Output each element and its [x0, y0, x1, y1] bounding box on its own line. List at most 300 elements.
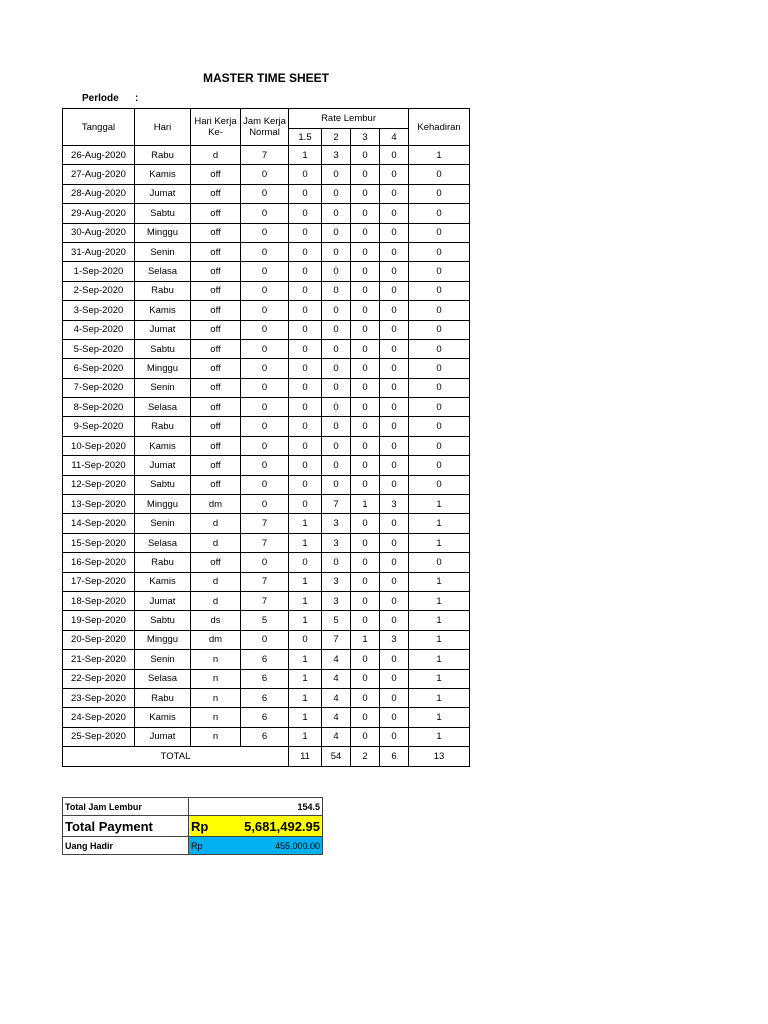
cell-jam-kerja-normal: 7 — [241, 572, 289, 591]
uang-hadir-label: Uang Hadir — [63, 837, 189, 855]
table-row — [63, 591, 470, 610]
cell-hari: Sabtu — [135, 339, 191, 358]
cell-rate-1-5: 1 — [289, 146, 322, 165]
cell-rate-2: 4 — [322, 669, 351, 688]
table-row — [63, 417, 470, 436]
cell-rate-2: 0 — [322, 242, 351, 261]
cell-rate-1-5: 0 — [289, 320, 322, 339]
table-row — [63, 398, 470, 417]
total-jam-lembur-value: 154.5 — [189, 798, 323, 816]
cell-rate-1-5: 0 — [289, 242, 322, 261]
cell-jam-kerja-normal: 0 — [241, 456, 289, 475]
cell-rate-3: 0 — [351, 204, 380, 223]
table-row — [63, 475, 470, 494]
cell-jam-kerja-normal: 0 — [241, 339, 289, 358]
cell-rate-2: 0 — [322, 301, 351, 320]
table-row — [63, 165, 470, 184]
cell-rate-1-5: 0 — [289, 281, 322, 300]
cell-hari: Sabtu — [135, 204, 191, 223]
cell-hari-kerja-ke: ds — [191, 611, 241, 630]
cell-rate-2: 3 — [322, 146, 351, 165]
table-row — [63, 611, 470, 630]
cell-hari-kerja-ke: dm — [191, 630, 241, 649]
cell-rate-3: 0 — [351, 378, 380, 397]
cell-kehadiran: 0 — [409, 262, 470, 281]
cell-kehadiran: 1 — [409, 146, 470, 165]
cell-rate-1-5: 0 — [289, 436, 322, 455]
cell-rate-1-5: 0 — [289, 339, 322, 358]
sheet-title: MASTER TIME SHEET — [202, 71, 329, 85]
cell-rate-4: 3 — [380, 495, 409, 514]
table-row — [63, 184, 470, 203]
cell-rate-1-5: 0 — [289, 184, 322, 203]
cell-kehadiran: 1 — [409, 514, 470, 533]
cell-hari: Kamis — [135, 436, 191, 455]
cell-hari: Selasa — [135, 398, 191, 417]
cell-rate-2: 0 — [322, 320, 351, 339]
cell-rate-3: 1 — [351, 495, 380, 514]
cell-rate-4: 0 — [380, 591, 409, 610]
cell-kehadiran: 0 — [409, 223, 470, 242]
cell-hari: Sabtu — [135, 611, 191, 630]
cell-kehadiran: 1 — [409, 495, 470, 514]
cell-tanggal: 31-Aug-2020 — [63, 242, 135, 261]
table-row — [63, 262, 470, 281]
total-rate-4: 6 — [380, 747, 409, 766]
cell-kehadiran: 0 — [409, 281, 470, 300]
table-row — [63, 553, 470, 572]
cell-hari: Minggu — [135, 223, 191, 242]
uang-hadir-currency: Rp — [191, 840, 203, 851]
header-kehadiran: Kehadiran — [409, 109, 470, 146]
cell-rate-4: 0 — [380, 688, 409, 707]
cell-rate-4: 3 — [380, 630, 409, 649]
table-row — [63, 359, 470, 378]
cell-hari-kerja-ke: off — [191, 398, 241, 417]
cell-tanggal: 22-Sep-2020 — [63, 669, 135, 688]
cell-hari-kerja-ke: off — [191, 320, 241, 339]
cell-hari: Kamis — [135, 708, 191, 727]
cell-rate-2: 0 — [322, 204, 351, 223]
cell-jam-kerja-normal: 0 — [241, 359, 289, 378]
cell-kehadiran: 1 — [409, 669, 470, 688]
cell-rate-1-5: 0 — [289, 495, 322, 514]
cell-rate-2: 0 — [322, 417, 351, 436]
cell-rate-1-5: 1 — [289, 669, 322, 688]
cell-rate-1-5: 0 — [289, 301, 322, 320]
cell-rate-4: 0 — [380, 262, 409, 281]
table-row — [63, 650, 470, 669]
cell-rate-1-5: 0 — [289, 553, 322, 572]
cell-rate-3: 0 — [351, 591, 380, 610]
cell-rate-1-5: 1 — [289, 727, 322, 746]
cell-rate-1-5: 0 — [289, 204, 322, 223]
cell-tanggal: 15-Sep-2020 — [63, 533, 135, 552]
cell-jam-kerja-normal: 0 — [241, 475, 289, 494]
cell-hari: Rabu — [135, 281, 191, 300]
table-row — [63, 533, 470, 552]
cell-kehadiran: 0 — [409, 378, 470, 397]
cell-rate-3: 0 — [351, 281, 380, 300]
table-row — [63, 301, 470, 320]
cell-hari: Senin — [135, 378, 191, 397]
cell-rate-4: 0 — [380, 320, 409, 339]
cell-kehadiran: 1 — [409, 688, 470, 707]
cell-rate-2: 0 — [322, 378, 351, 397]
cell-jam-kerja-normal: 0 — [241, 281, 289, 300]
cell-jam-kerja-normal: 0 — [241, 553, 289, 572]
cell-rate-2: 4 — [322, 727, 351, 746]
cell-hari: Selasa — [135, 533, 191, 552]
cell-hari-kerja-ke: off — [191, 262, 241, 281]
cell-jam-kerja-normal: 0 — [241, 204, 289, 223]
cell-hari: Senin — [135, 650, 191, 669]
cell-rate-4: 0 — [380, 204, 409, 223]
cell-kehadiran: 0 — [409, 436, 470, 455]
cell-hari: Rabu — [135, 146, 191, 165]
cell-jam-kerja-normal: 6 — [241, 669, 289, 688]
cell-tanggal: 29-Aug-2020 — [63, 204, 135, 223]
cell-hari: Senin — [135, 514, 191, 533]
cell-rate-4: 0 — [380, 611, 409, 630]
cell-jam-kerja-normal: 0 — [241, 630, 289, 649]
cell-jam-kerja-normal: 7 — [241, 591, 289, 610]
cell-rate-3: 0 — [351, 650, 380, 669]
cell-hari: Minggu — [135, 630, 191, 649]
cell-rate-4: 0 — [380, 378, 409, 397]
cell-tanggal: 17-Sep-2020 — [63, 572, 135, 591]
cell-rate-1-5: 0 — [289, 378, 322, 397]
header-hari-kerja-ke: Hari Kerja Ke- — [191, 109, 241, 146]
total-payment-value: 5,681,492.95 — [244, 818, 320, 834]
cell-rate-2: 0 — [322, 281, 351, 300]
cell-kehadiran: 0 — [409, 398, 470, 417]
table-row — [63, 456, 470, 475]
cell-rate-3: 0 — [351, 475, 380, 494]
cell-hari-kerja-ke: n — [191, 708, 241, 727]
cell-rate-1-5: 0 — [289, 398, 322, 417]
cell-hari-kerja-ke: n — [191, 727, 241, 746]
cell-tanggal: 16-Sep-2020 — [63, 553, 135, 572]
cell-rate-2: 0 — [322, 553, 351, 572]
cell-jam-kerja-normal: 0 — [241, 262, 289, 281]
cell-rate-3: 0 — [351, 727, 380, 746]
cell-kehadiran: 0 — [409, 456, 470, 475]
cell-jam-kerja-normal: 7 — [241, 533, 289, 552]
cell-rate-3: 0 — [351, 223, 380, 242]
total-payment-currency: Rp — [191, 818, 209, 834]
cell-hari: Rabu — [135, 553, 191, 572]
cell-tanggal: 14-Sep-2020 — [63, 514, 135, 533]
cell-rate-4: 0 — [380, 417, 409, 436]
total-payment-cell — [189, 816, 323, 837]
cell-rate-3: 0 — [351, 398, 380, 417]
cell-hari-kerja-ke: off — [191, 204, 241, 223]
cell-kehadiran: 1 — [409, 572, 470, 591]
table-row — [63, 146, 470, 165]
table-row — [63, 495, 470, 514]
cell-hari: Selasa — [135, 669, 191, 688]
cell-rate-4: 0 — [380, 242, 409, 261]
cell-hari-kerja-ke: n — [191, 669, 241, 688]
cell-hari: Selasa — [135, 262, 191, 281]
cell-rate-4: 0 — [380, 727, 409, 746]
cell-tanggal: 20-Sep-2020 — [63, 630, 135, 649]
header-rate-3: 3 — [351, 129, 380, 146]
cell-rate-4: 0 — [380, 533, 409, 552]
table-row — [63, 204, 470, 223]
cell-tanggal: 18-Sep-2020 — [63, 591, 135, 610]
cell-jam-kerja-normal: 0 — [241, 242, 289, 261]
table-row — [63, 320, 470, 339]
cell-rate-3: 1 — [351, 630, 380, 649]
total-rate-1-5: 11 — [289, 747, 322, 766]
cell-rate-3: 0 — [351, 339, 380, 358]
cell-hari-kerja-ke: off — [191, 417, 241, 436]
cell-hari-kerja-ke: dm — [191, 495, 241, 514]
cell-rate-3: 0 — [351, 533, 380, 552]
cell-hari-kerja-ke: off — [191, 339, 241, 358]
cell-jam-kerja-normal: 0 — [241, 301, 289, 320]
cell-rate-3: 0 — [351, 572, 380, 591]
cell-rate-4: 0 — [380, 553, 409, 572]
cell-rate-2: 4 — [322, 708, 351, 727]
cell-hari-kerja-ke: d — [191, 572, 241, 591]
cell-jam-kerja-normal: 0 — [241, 165, 289, 184]
cell-hari-kerja-ke: off — [191, 553, 241, 572]
timesheet-table — [62, 108, 470, 767]
cell-jam-kerja-normal: 0 — [241, 223, 289, 242]
cell-rate-2: 0 — [322, 223, 351, 242]
cell-rate-4: 0 — [380, 436, 409, 455]
cell-rate-2: 7 — [322, 630, 351, 649]
cell-tanggal: 8-Sep-2020 — [63, 398, 135, 417]
cell-tanggal: 1-Sep-2020 — [63, 262, 135, 281]
cell-kehadiran: 0 — [409, 184, 470, 203]
cell-rate-4: 0 — [380, 146, 409, 165]
cell-tanggal: 3-Sep-2020 — [63, 301, 135, 320]
cell-hari: Kamis — [135, 572, 191, 591]
cell-kehadiran: 0 — [409, 301, 470, 320]
cell-jam-kerja-normal: 6 — [241, 650, 289, 669]
cell-hari: Jumat — [135, 727, 191, 746]
cell-hari: Jumat — [135, 320, 191, 339]
cell-hari-kerja-ke: off — [191, 359, 241, 378]
cell-kehadiran: 1 — [409, 591, 470, 610]
cell-rate-4: 0 — [380, 184, 409, 203]
cell-rate-2: 7 — [322, 495, 351, 514]
cell-rate-4: 0 — [380, 223, 409, 242]
table-row — [63, 242, 470, 261]
cell-rate-2: 4 — [322, 650, 351, 669]
cell-rate-3: 0 — [351, 514, 380, 533]
cell-rate-2: 0 — [322, 359, 351, 378]
cell-jam-kerja-normal: 5 — [241, 611, 289, 630]
cell-tanggal: 11-Sep-2020 — [63, 456, 135, 475]
cell-rate-3: 0 — [351, 184, 380, 203]
cell-kehadiran: 1 — [409, 630, 470, 649]
header-rate-2: 2 — [322, 129, 351, 146]
cell-hari: Rabu — [135, 688, 191, 707]
cell-tanggal: 28-Aug-2020 — [63, 184, 135, 203]
cell-rate-4: 0 — [380, 359, 409, 378]
uang-hadir-cell — [189, 837, 323, 855]
cell-jam-kerja-normal: 0 — [241, 398, 289, 417]
cell-tanggal: 5-Sep-2020 — [63, 339, 135, 358]
uang-hadir-value: 455,000.00 — [274, 840, 320, 851]
cell-rate-3: 0 — [351, 262, 380, 281]
cell-rate-3: 0 — [351, 320, 380, 339]
cell-rate-4: 0 — [380, 456, 409, 475]
cell-tanggal: 25-Sep-2020 — [63, 727, 135, 746]
cell-rate-1-5: 0 — [289, 165, 322, 184]
cell-rate-1-5: 0 — [289, 359, 322, 378]
cell-tanggal: 12-Sep-2020 — [63, 475, 135, 494]
cell-jam-kerja-normal: 0 — [241, 184, 289, 203]
cell-rate-1-5: 1 — [289, 514, 322, 533]
cell-hari-kerja-ke: off — [191, 301, 241, 320]
cell-rate-3: 0 — [351, 359, 380, 378]
header-tanggal: Tanggal — [63, 109, 135, 146]
table-row — [63, 708, 470, 727]
cell-rate-2: 0 — [322, 262, 351, 281]
cell-jam-kerja-normal: 0 — [241, 495, 289, 514]
table-row — [63, 281, 470, 300]
cell-hari-kerja-ke: off — [191, 281, 241, 300]
cell-rate-2: 0 — [322, 475, 351, 494]
cell-hari-kerja-ke: d — [191, 514, 241, 533]
cell-hari-kerja-ke: off — [191, 184, 241, 203]
cell-jam-kerja-normal: 0 — [241, 417, 289, 436]
cell-rate-3: 0 — [351, 456, 380, 475]
cell-rate-4: 0 — [380, 572, 409, 591]
cell-jam-kerja-normal: 0 — [241, 436, 289, 455]
cell-rate-2: 3 — [322, 572, 351, 591]
cell-hari: Sabtu — [135, 475, 191, 494]
cell-jam-kerja-normal: 7 — [241, 514, 289, 533]
cell-kehadiran: 0 — [409, 553, 470, 572]
table-row — [63, 688, 470, 707]
cell-tanggal: 23-Sep-2020 — [63, 688, 135, 707]
cell-rate-1-5: 0 — [289, 456, 322, 475]
cell-hari: Jumat — [135, 456, 191, 475]
cell-tanggal: 27-Aug-2020 — [63, 165, 135, 184]
summary-table — [62, 797, 323, 855]
cell-tanggal: 10-Sep-2020 — [63, 436, 135, 455]
cell-rate-3: 0 — [351, 417, 380, 436]
cell-kehadiran: 0 — [409, 359, 470, 378]
cell-kehadiran: 1 — [409, 727, 470, 746]
cell-hari-kerja-ke: off — [191, 456, 241, 475]
cell-tanggal: 2-Sep-2020 — [63, 281, 135, 300]
header-rate-1-5: 1.5 — [289, 129, 322, 146]
cell-rate-4: 0 — [380, 398, 409, 417]
cell-rate-3: 0 — [351, 242, 380, 261]
total-jam-lembur-label: Total Jam Lembur — [63, 798, 189, 816]
cell-rate-2: 5 — [322, 611, 351, 630]
cell-hari: Kamis — [135, 301, 191, 320]
total-label: TOTAL — [63, 747, 289, 766]
cell-jam-kerja-normal: 6 — [241, 727, 289, 746]
cell-tanggal: 4-Sep-2020 — [63, 320, 135, 339]
table-row — [63, 669, 470, 688]
cell-kehadiran: 1 — [409, 650, 470, 669]
cell-tanggal: 30-Aug-2020 — [63, 223, 135, 242]
cell-hari-kerja-ke: off — [191, 475, 241, 494]
cell-rate-3: 0 — [351, 301, 380, 320]
cell-rate-2: 0 — [322, 184, 351, 203]
cell-tanggal: 9-Sep-2020 — [63, 417, 135, 436]
cell-tanggal: 6-Sep-2020 — [63, 359, 135, 378]
cell-rate-1-5: 1 — [289, 572, 322, 591]
table-row — [63, 572, 470, 591]
cell-hari: Jumat — [135, 591, 191, 610]
cell-rate-1-5: 1 — [289, 591, 322, 610]
cell-hari-kerja-ke: n — [191, 650, 241, 669]
table-row — [63, 630, 470, 649]
cell-kehadiran: 0 — [409, 165, 470, 184]
cell-jam-kerja-normal: 6 — [241, 688, 289, 707]
cell-rate-3: 0 — [351, 146, 380, 165]
cell-rate-1-5: 0 — [289, 475, 322, 494]
cell-tanggal: 21-Sep-2020 — [63, 650, 135, 669]
cell-rate-4: 0 — [380, 650, 409, 669]
cell-kehadiran: 0 — [409, 475, 470, 494]
cell-tanggal: 7-Sep-2020 — [63, 378, 135, 397]
cell-rate-1-5: 0 — [289, 630, 322, 649]
cell-rate-2: 0 — [322, 436, 351, 455]
cell-rate-1-5: 1 — [289, 533, 322, 552]
cell-rate-1-5: 0 — [289, 223, 322, 242]
total-rate-2: 54 — [322, 747, 351, 766]
cell-hari-kerja-ke: off — [191, 165, 241, 184]
cell-rate-4: 0 — [380, 281, 409, 300]
cell-rate-2: 0 — [322, 456, 351, 475]
cell-kehadiran: 0 — [409, 320, 470, 339]
cell-rate-2: 3 — [322, 514, 351, 533]
cell-rate-4: 0 — [380, 514, 409, 533]
cell-rate-3: 0 — [351, 553, 380, 572]
cell-jam-kerja-normal: 7 — [241, 146, 289, 165]
cell-jam-kerja-normal: 6 — [241, 708, 289, 727]
header-rate-4: 4 — [380, 129, 409, 146]
cell-rate-3: 0 — [351, 436, 380, 455]
cell-rate-4: 0 — [380, 708, 409, 727]
cell-rate-2: 4 — [322, 688, 351, 707]
cell-hari-kerja-ke: d — [191, 146, 241, 165]
cell-rate-2: 0 — [322, 339, 351, 358]
cell-rate-4: 0 — [380, 301, 409, 320]
table-row — [63, 339, 470, 358]
cell-kehadiran: 1 — [409, 533, 470, 552]
cell-rate-2: 3 — [322, 591, 351, 610]
total-payment-label: Total Payment — [63, 816, 189, 837]
cell-rate-2: 3 — [322, 533, 351, 552]
total-kehadiran: 13 — [409, 747, 470, 766]
header-hari: Hari — [135, 109, 191, 146]
cell-kehadiran: 0 — [409, 339, 470, 358]
cell-hari: Senin — [135, 242, 191, 261]
cell-hari-kerja-ke: off — [191, 436, 241, 455]
cell-tanggal: 19-Sep-2020 — [63, 611, 135, 630]
cell-hari: Rabu — [135, 417, 191, 436]
cell-rate-2: 0 — [322, 398, 351, 417]
cell-hari-kerja-ke: n — [191, 688, 241, 707]
periode-colon: : — [135, 93, 139, 104]
cell-tanggal: 13-Sep-2020 — [63, 495, 135, 514]
cell-rate-1-5: 1 — [289, 708, 322, 727]
cell-hari-kerja-ke: d — [191, 591, 241, 610]
